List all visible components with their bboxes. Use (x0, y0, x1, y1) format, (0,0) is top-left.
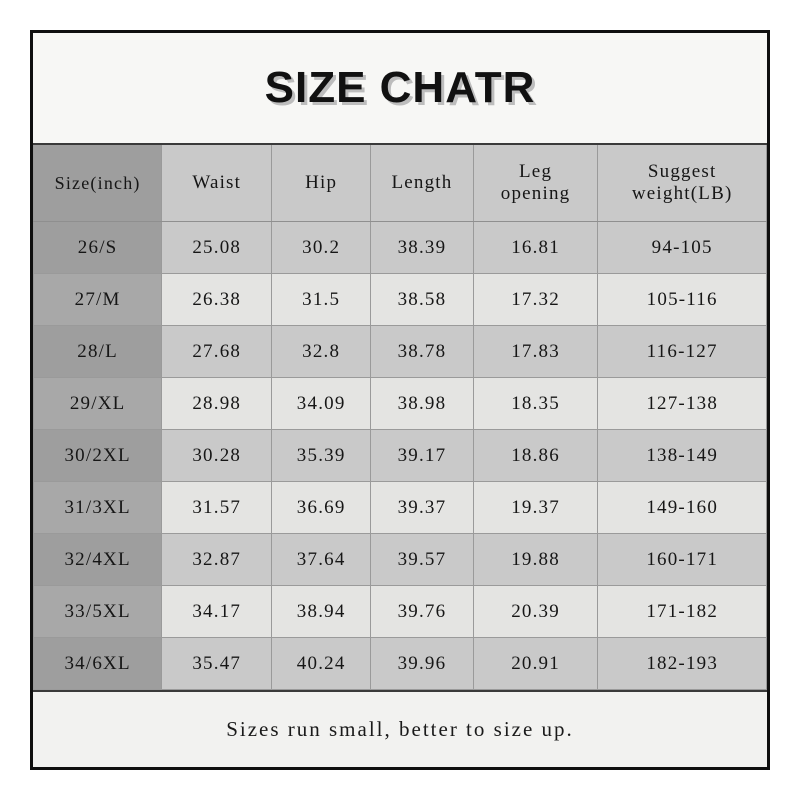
table-body (34, 222, 767, 690)
cell-weight: 160-171 (598, 534, 767, 586)
cell-hip: 32.8 (272, 326, 371, 378)
cell-waist: 30.28 (162, 430, 272, 482)
cell-waist: 34.17 (162, 586, 272, 638)
size-table-wrapper (33, 143, 767, 690)
column-header-leg-opening (473, 144, 598, 222)
table-row (34, 586, 767, 638)
cell-weight: 171-182 (598, 586, 767, 638)
cell-size: 33/5XL (34, 586, 162, 638)
table-row (34, 378, 767, 430)
column-header-suggest-weight-line1: Suggest (647, 160, 717, 182)
cell-size: 30/2XL (34, 430, 162, 482)
page-title: SIZE CHATR (264, 63, 536, 112)
size-table (33, 143, 767, 690)
cell-hip: 36.69 (272, 482, 371, 534)
cell-size: 31/3XL (34, 482, 162, 534)
cell-length: 39.96 (371, 638, 474, 690)
sizing-advice-note: Sizes run small, better to size up. (226, 717, 574, 741)
cell-weight: 105-116 (598, 274, 767, 326)
cell-size: 28/L (34, 326, 162, 378)
cell-leg-opening: 18.35 (473, 378, 598, 430)
cell-leg-opening: 20.39 (473, 586, 598, 638)
cell-weight: 116-127 (598, 326, 767, 378)
cell-size: 34/6XL (34, 638, 162, 690)
cell-leg-opening: 17.32 (473, 274, 598, 326)
cell-leg-opening: 19.37 (473, 482, 598, 534)
column-header-length: Length (371, 144, 474, 222)
cell-waist: 26.38 (162, 274, 272, 326)
cell-length: 38.58 (371, 274, 474, 326)
cell-length: 39.37 (371, 482, 474, 534)
column-header-waist: Waist (162, 144, 272, 222)
cell-size: 27/M (34, 274, 162, 326)
cell-leg-opening: 17.83 (473, 326, 598, 378)
cell-length: 39.76 (371, 586, 474, 638)
cell-weight: 182-193 (598, 638, 767, 690)
cell-length: 39.17 (371, 430, 474, 482)
table-row (34, 222, 767, 274)
table-head (34, 144, 767, 222)
column-header-suggest-weight-line2: weight(LB) (631, 183, 733, 204)
cell-waist: 35.47 (162, 638, 272, 690)
column-header-size: Size(inch) (34, 144, 162, 222)
column-header-leg-opening-line1: Leg (519, 160, 553, 182)
table-row (34, 430, 767, 482)
cell-hip: 40.24 (272, 638, 371, 690)
cell-weight: 149-160 (598, 482, 767, 534)
cell-length: 38.98 (371, 378, 474, 430)
cell-length: 39.57 (371, 534, 474, 586)
cell-waist: 27.68 (162, 326, 272, 378)
cell-waist: 28.98 (162, 378, 272, 430)
cell-weight: 138-149 (598, 430, 767, 482)
column-header-leg-opening-line2: opening (500, 183, 571, 204)
title-area (33, 33, 767, 143)
table-row (34, 274, 767, 326)
column-header-suggest-weight (598, 144, 767, 222)
cell-weight: 127-138 (598, 378, 767, 430)
cell-waist: 32.87 (162, 534, 272, 586)
cell-hip: 38.94 (272, 586, 371, 638)
cell-size: 32/4XL (34, 534, 162, 586)
cell-leg-opening: 16.81 (473, 222, 598, 274)
table-header-row (34, 144, 767, 222)
cell-size: 29/XL (34, 378, 162, 430)
cell-hip: 31.5 (272, 274, 371, 326)
cell-waist: 31.57 (162, 482, 272, 534)
size-chart-card (30, 30, 770, 770)
table-row (34, 638, 767, 690)
cell-leg-opening: 18.86 (473, 430, 598, 482)
cell-size: 26/S (34, 222, 162, 274)
cell-hip: 37.64 (272, 534, 371, 586)
table-row (34, 534, 767, 586)
cell-leg-opening: 20.91 (473, 638, 598, 690)
cell-waist: 25.08 (162, 222, 272, 274)
cell-leg-opening: 19.88 (473, 534, 598, 586)
cell-length: 38.39 (371, 222, 474, 274)
footer-area (33, 690, 767, 767)
cell-length: 38.78 (371, 326, 474, 378)
column-header-hip: Hip (272, 144, 371, 222)
cell-hip: 35.39 (272, 430, 371, 482)
cell-hip: 30.2 (272, 222, 371, 274)
table-row (34, 326, 767, 378)
cell-weight: 94-105 (598, 222, 767, 274)
table-row (34, 482, 767, 534)
cell-hip: 34.09 (272, 378, 371, 430)
